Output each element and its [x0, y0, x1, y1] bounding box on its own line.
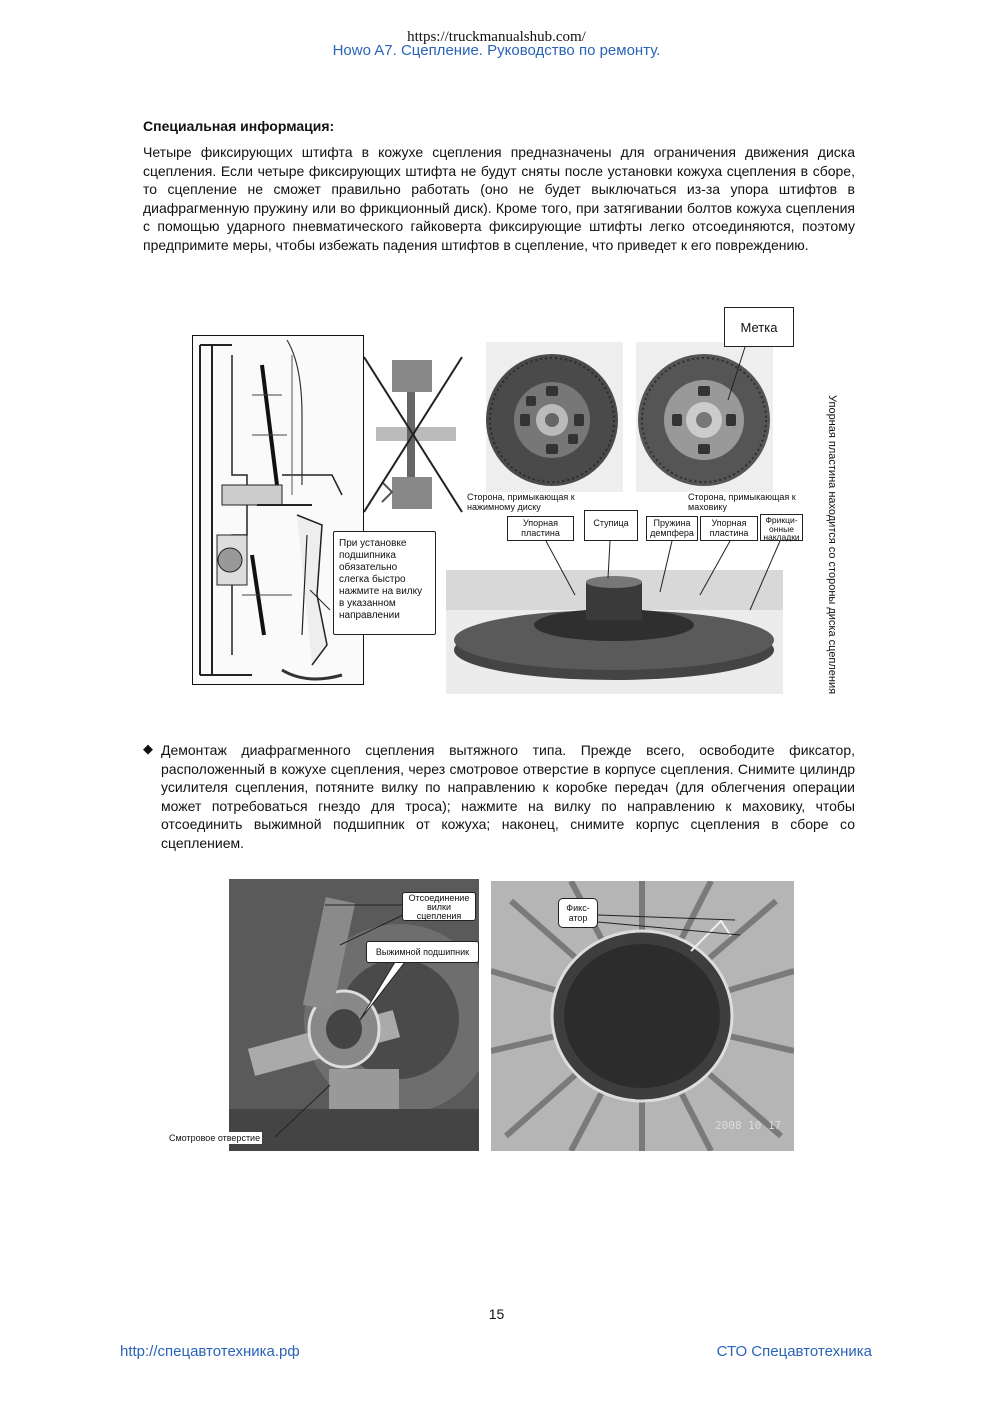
pressure-side-caption: Сторона, примыкающая к нажимному диску [467, 492, 575, 512]
document-title: Howo A7. Сцепление. Руководство по ремонту. [332, 42, 661, 59]
bullet-text: Демонтаж диафрагменного сцепления вытяжного типа. Прежде всего, освободите фиксатор, расположенный в кожухе сцепления, через смотровое отверстие в корпусе сцепления. Снимите цилиндр усилителя сцепления, потяните вилку по направлению к коробке передач (для облегчения операции может потребоваться гнездо для троса); нажмите на вилку по направлению к маховику, чтобы отсоединить выжимной подшипник от кожуха; наконец, снимите корпус сцепления в сборе со сцеплением. [161, 742, 855, 851]
mark-label-box: Метка [724, 307, 794, 347]
installation-note-box: При установке подшипника обязательно слегка быстро нажмите на вилку в указанном направлении [333, 531, 436, 635]
hub-label: Ступица [584, 510, 638, 541]
thrust-plate-label-1: Упорная пластина [507, 516, 574, 541]
section-heading: Специальная информация: [143, 118, 335, 134]
fork-disconnect-label: Отсоединение вилки сцепления [402, 892, 476, 921]
friction-linings-label: Фрикци-онные накладки [760, 514, 803, 541]
photo-date-stamp: 2008 10 17 [715, 1119, 782, 1132]
thrust-plate-label-2: Упорная пластина [700, 516, 758, 541]
bullet-diamond-icon: ◆ [143, 741, 153, 756]
flywheel-side-caption: Сторона, примыкающая к маховику [688, 492, 796, 512]
retainer-label: Фикс-атор [558, 898, 598, 928]
footer-website-link[interactable]: http://спецавтотехника.рф [120, 1343, 300, 1360]
vertical-note-text: Упорная пластина находится со стороны диска сцепления [826, 395, 838, 695]
release-bearing-label: Выжимной подшипник [366, 941, 479, 963]
damper-spring-label: Пружина демпфера [646, 516, 698, 541]
footer-company-name: СТО Спецавтотехника [716, 1343, 872, 1360]
page-number: 15 [488, 1306, 505, 1322]
inspection-hole-label: Смотровое отверстие [169, 1133, 261, 1143]
header-url: https://truckmanualshub.com/ [407, 29, 586, 45]
special-info-paragraph: Четыре фиксирующих штифта в кожухе сцепления предназначены для ограничения движения диска сцепления. Если четыре фиксирующих штифта не будут сняты после установки кожуха сцепления в сборе, то сцепление не сможет правильно работать (оно не будет выключаться из-за упора штифтов в диафрагменную пружину или во фрикционный диск). Кроме того, при затягивании болтов кожуха сцепления с помощью ударного пневматического гайковерта фиксирующие штифты легко отсоединяются, поэтому предпримите меры, чтобы избежать падения штифтов в сцепление, что приведет к его повреждению. [143, 144, 855, 253]
